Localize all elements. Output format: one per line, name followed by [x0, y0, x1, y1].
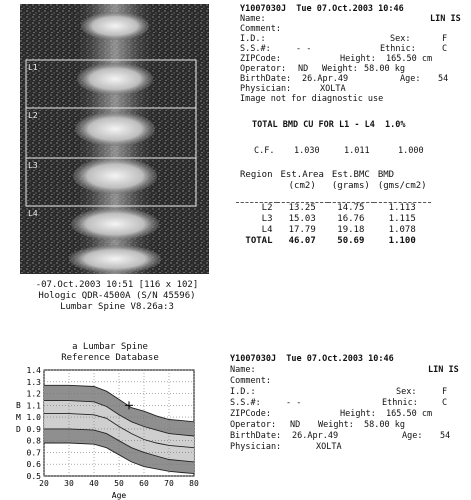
age-value: 54 — [440, 431, 451, 441]
weight-value: 58.00 kg — [364, 64, 405, 74]
patient-name: LIN IS — [430, 14, 461, 24]
ethnic-value: C — [442, 44, 448, 54]
y-tick-label: 1.4 — [26, 366, 41, 375]
table-row — [236, 225, 431, 236]
id-label: I.D.: — [230, 387, 256, 397]
scan-caption-software: Lumbar Spine V8.26a:3 — [60, 302, 174, 312]
sex-label: Sex: — [390, 34, 411, 44]
table-header-units-row — [236, 181, 431, 192]
sex-value: F — [442, 34, 448, 44]
sex-value: F — [442, 387, 448, 397]
y-tick-label: 1.1 — [26, 401, 41, 411]
operator-label: Operator: — [240, 64, 287, 74]
reference-chart — [10, 342, 225, 500]
table-cell: 46.07 — [288, 236, 316, 246]
table-row — [236, 236, 431, 247]
physician-label: Physician: — [230, 442, 282, 452]
scan-id-datetime: Y1007030J Tue 07.Oct.2003 10:46 — [240, 4, 404, 14]
table-cell: 14.75 — [337, 203, 365, 213]
x-tick-label: 50 — [114, 479, 124, 488]
vertebra-label-l4: L4 — [28, 209, 38, 218]
scan-id-datetime: Y1007030J Tue 07.Oct.2003 10:46 — [230, 354, 394, 364]
table-header-cell: Region — [240, 170, 273, 180]
table-cell: L4 — [261, 225, 273, 235]
height-label: Height: — [340, 409, 376, 419]
table-cell: TOTAL — [245, 236, 273, 246]
age-label: Age: — [400, 74, 421, 84]
height-label: Height: — [340, 54, 376, 64]
ssn-value: - - — [296, 44, 312, 54]
y-tick-label: 0.6 — [26, 460, 41, 470]
zip-label: ZIPCode: — [230, 409, 271, 419]
table-header-unit — [236, 181, 277, 192]
x-tick-label: 70 — [164, 479, 174, 488]
birthdate-value: 26.Apr.49 — [302, 74, 349, 84]
table-cell: 50.69 — [337, 236, 365, 246]
ssn-label: S.S.#: — [230, 398, 261, 408]
cf-value-3: 1.000 — [398, 146, 424, 156]
comment-label: Comment: — [240, 24, 281, 34]
table-header-unit: (gms/cm2) — [377, 181, 427, 191]
x-tick-label: 40 — [89, 479, 99, 488]
bmd-results-table — [236, 170, 431, 247]
y-axis-label: M — [16, 413, 21, 422]
height-value: 165.50 cm — [386, 409, 433, 419]
table-header-unit: (cm2) — [288, 181, 316, 191]
chart-title: a Lumbar Spine — [72, 342, 148, 352]
y-tick-label: 0.9 — [26, 424, 41, 434]
name-label: Name: — [240, 14, 266, 24]
x-tick-label: 30 — [64, 479, 74, 488]
y-axis-label: B — [16, 401, 21, 410]
age-label: Age: — [402, 431, 423, 441]
scan-caption-datetime: -07.Oct.2003 10:51 [116 x 102] — [35, 280, 199, 290]
weight-value: 58.00 kg — [364, 420, 405, 430]
operator-value: ND — [290, 420, 301, 430]
sex-label: Sex: — [396, 387, 417, 397]
age-value: 54 — [438, 74, 449, 84]
cf-value-2: 1.011 — [344, 146, 370, 156]
table-header-cell: Est.BMC — [331, 170, 370, 180]
x-tick-label: 80 — [189, 479, 199, 488]
operator-label: Operator: — [230, 420, 277, 430]
physician-value: XOLTA — [320, 84, 346, 94]
y-tick-label: 1.0 — [26, 413, 41, 423]
patient-name: LIN IS — [428, 365, 459, 375]
table-cell: L2 — [261, 203, 273, 213]
table-cell: 1.115 — [388, 214, 416, 224]
birthdate-value: 26.Apr.49 — [292, 431, 339, 441]
table-cell: 19.18 — [337, 225, 365, 235]
id-label: I.D.: — [240, 34, 266, 44]
ethnic-value: C — [442, 398, 448, 408]
table-cell: 1.078 — [388, 225, 416, 235]
y-tick-label: 1.3 — [26, 377, 41, 387]
table-cell: 1.113 — [388, 203, 416, 213]
table-header-unit: (grams) — [331, 181, 370, 191]
table-cell: 1.100 — [388, 236, 416, 246]
y-tick-label: 0.8 — [26, 436, 41, 446]
x-tick-label: 60 — [139, 479, 149, 488]
operator-value: ND — [298, 64, 309, 74]
table-header-cell: Est.Area — [280, 170, 324, 180]
height-value: 165.50 cm — [386, 54, 433, 64]
table-cell: 17.79 — [288, 225, 316, 235]
comment-label: Comment: — [230, 376, 271, 386]
bmd-reference-plot — [10, 364, 225, 500]
table-cell: 16.76 — [337, 214, 365, 224]
table-header-row — [236, 170, 431, 181]
x-tick-label: 20 — [39, 479, 49, 488]
cf-label: C.F. — [254, 146, 275, 156]
total-bmd-cv-line: TOTAL BMD CU FOR L1 - L4 1.0% — [252, 120, 406, 130]
vertebra-label-l3: L3 — [28, 161, 38, 170]
birthdate-label: BirthDate: — [240, 74, 292, 84]
table-cell: 15.03 — [288, 214, 316, 224]
table-cell: 13.25 — [288, 203, 316, 213]
table-divider — [236, 192, 431, 203]
table-row — [236, 214, 431, 225]
spine-scan-graphic — [20, 4, 209, 274]
y-tick-label: 0.7 — [26, 448, 41, 458]
vertebra-label-l2: L2 — [28, 111, 38, 120]
zip-label: ZIPCode: — [240, 54, 281, 64]
y-tick-label: 0.5 — [26, 472, 41, 481]
diagnostic-warning: Image not for diagnostic use — [240, 94, 384, 104]
spine-scan-image — [20, 4, 209, 274]
x-axis-label: Age — [111, 491, 127, 500]
ssn-value: - - — [286, 398, 302, 408]
table-row — [236, 203, 431, 215]
y-axis-label: D — [16, 425, 21, 434]
weight-label: Weight: — [322, 64, 358, 74]
scan-caption-device: Hologic QDR-4500A (S/N 45596) — [38, 291, 196, 301]
physician-value: XOLTA — [316, 442, 342, 452]
table-header-cell: BMD — [377, 170, 395, 180]
ethnic-label: Ethnic: — [382, 398, 418, 408]
ethnic-label: Ethnic: — [380, 44, 416, 54]
vertebra-label-l1: L1 — [28, 63, 38, 72]
cf-value-1: 1.030 — [294, 146, 320, 156]
table-cell: L3 — [261, 214, 273, 224]
y-tick-label: 1.2 — [26, 389, 41, 399]
ssn-label: S.S.#: — [240, 44, 271, 54]
birthdate-label: BirthDate: — [230, 431, 282, 441]
weight-label: Weight: — [318, 420, 354, 430]
physician-label: Physician: — [240, 84, 292, 94]
name-label: Name: — [230, 365, 256, 375]
chart-subtitle: Reference Database — [61, 353, 159, 363]
